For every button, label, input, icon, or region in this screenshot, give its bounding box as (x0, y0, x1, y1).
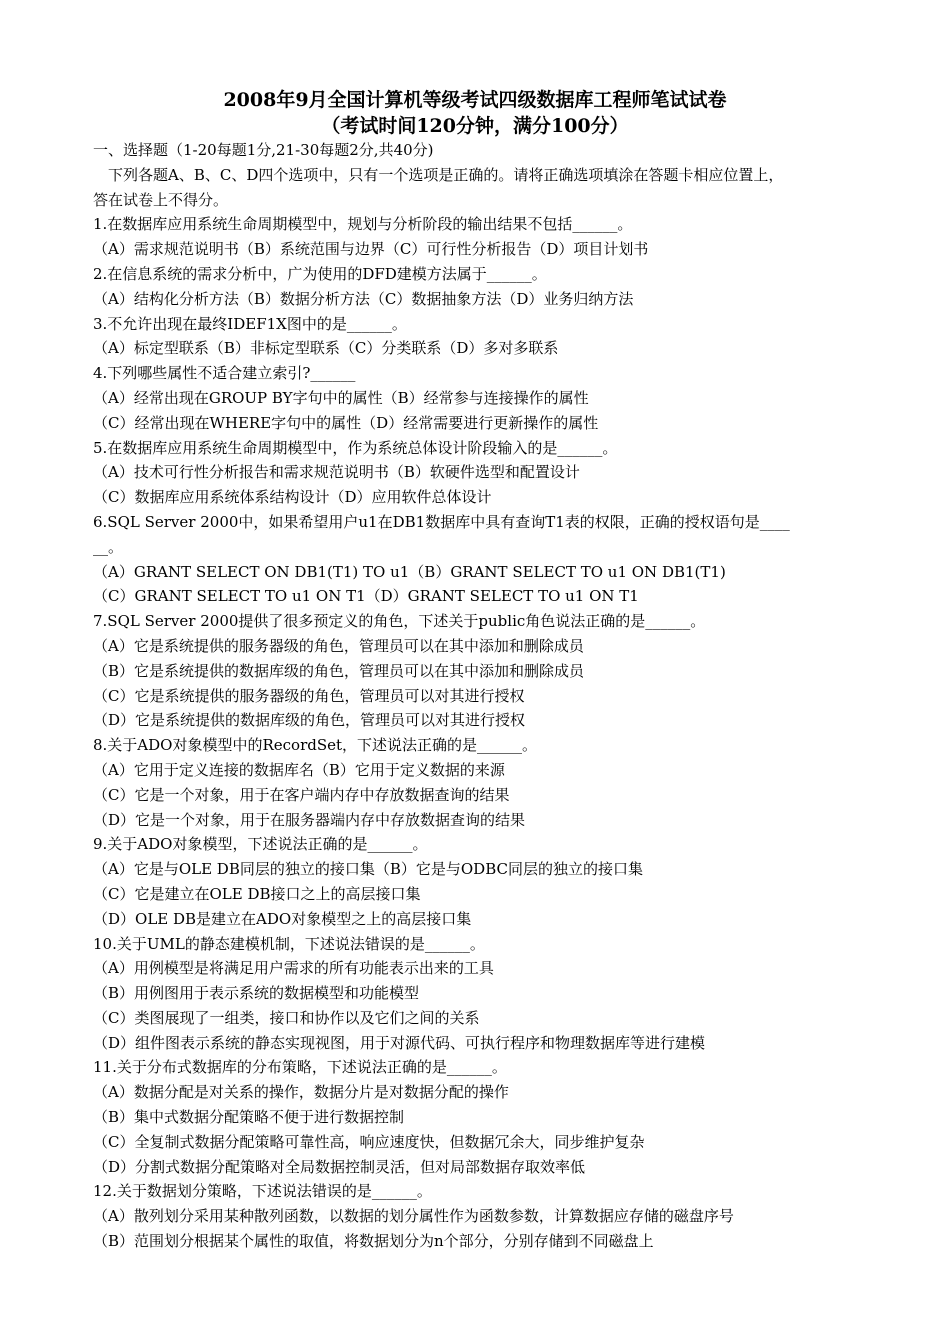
question-7-option-b: （B）它是系统提供的数据库级的角色，管理员可以在其中添加和删除成员 (93, 661, 585, 680)
question-7-option-d: （D）它是系统提供的数据库级的角色，管理员可以对其进行授权 (93, 711, 526, 730)
section-heading: 一、选择题（1-20每题1分,21-30每题2分,共40分) (93, 141, 434, 159)
question-8: 8.关于ADO对象模型中的RecordSet，下述说法正确的是______。 (93, 736, 538, 755)
question-12: 12.关于数据划分策略，下述说法错误的是______。 (93, 1182, 432, 1201)
question-7-option-c: （C）它是系统提供的服务器级的角色，管理员可以对其进行授权 (93, 686, 525, 705)
question-10-option-b: （B）用例图用于表示系统的数据模型和功能模型 (93, 984, 420, 1003)
question-8-option-d: （D）它是一个对象，用于在服务器端内存中存放数据查询的结果 (93, 810, 526, 829)
question-10-option-c: （C）类图展现了一组类，接口和协作以及它们之间的关系 (93, 1008, 480, 1027)
question-11-option-c: （C）全复制式数据分配策略可靠性高，响应速度快，但数据冗余大，同步维护复杂 (93, 1132, 645, 1151)
question-11-option-a: （A）数据分配是对关系的操作，数据分片是对数据分配的操作 (93, 1083, 509, 1102)
question-2: 2.在信息系统的需求分析中，广为使用的DFD建模方法属于______。 (93, 264, 547, 283)
question-4-options-cd: （C）经常出现在WHERE字句中的属性（D）经常需要进行更新操作的属性 (93, 413, 599, 432)
question-1-options: （A）需求规范说明书（B）系统范围与边界（C）可行性分析报告（D）项目计划书 (93, 240, 649, 259)
question-9-options-ab: （A）它是与OLE DB同层的独立的接口集（B）它是与ODBC同层的独立的接口集 (93, 860, 643, 879)
exam-title: 2008年9月全国计算机等级考试四级数据库工程师笔试试卷 (223, 89, 727, 111)
question-8-options-ab: （A）它用于定义连接的数据库名（B）它用于定义数据的来源 (93, 760, 505, 779)
question-7: 7.SQL Server 2000提供了很多预定义的角色，下述关于public角色说法正确的是______。 (93, 612, 706, 631)
question-2-options: （A）结构化分析方法（B）数据分析方法（C）数据抽象方法（D）业务归纳方法 (93, 289, 634, 308)
question-5-options-cd: （C）数据库应用系统体系结构设计（D）应用软件总体设计 (93, 488, 492, 507)
question-3: 3.不允许出现在最终IDEF1X图中的是______。 (93, 314, 407, 333)
question-10-option-d: （D）组件图表示系统的静态实现视图，用于对源代码、可执行程序和物理数据库等进行建模 (93, 1033, 706, 1052)
question-1: 1.在数据库应用系统生命周期模型中，规划与分析阶段的输出结果不包括______。 (93, 215, 633, 234)
question-11: 11.关于分布式数据库的分布策略，下述说法正确的是______。 (93, 1058, 507, 1077)
question-9: 9.关于ADO对象模型，下述说法正确的是______。 (93, 835, 428, 854)
exam-subtitle: （考试时间120分钟，满分100分） (321, 115, 629, 137)
question-6-options-cd: （C）GRANT SELECT TO u1 ON T1（D）GRANT SELECT TO u1 ON T1 (93, 587, 639, 606)
question-4-options-ab: （A）经常出现在GROUP BY字句中的属性（B）经常参与连接操作的属性 (93, 388, 589, 407)
question-7-option-a: （A）它是系统提供的服务器级的角色，管理员可以在其中添加和删除成员 (93, 636, 584, 655)
question-9-option-c: （C）它是建立在OLE DB接口之上的高层接口集 (93, 884, 421, 903)
question-6-options-ab: （A）GRANT SELECT ON DB1(T1) TO u1（B）GRANT SELECT TO u1 ON DB1(T1) (93, 562, 726, 581)
section-instruction-cont: 答在试卷上不得分。 (93, 190, 229, 209)
question-12-option-a: （A）散列划分采用某种散列函数，以数据的划分属性作为函数参数，计算数据应存储的磁盘序号 (93, 1207, 734, 1226)
question-9-option-d: （D）OLE DB是建立在ADO对象模型之上的高层接口集 (93, 909, 472, 928)
question-11-option-d: （D）分割式数据分配策略对全局数据控制灵活，但对局部数据存取效率低 (93, 1157, 586, 1176)
question-6-cont: __。 (93, 537, 124, 556)
section-instruction: 下列各题A、B、C、D四个选项中，只有一个选项是正确的。请将正确选项填涂在答题卡相应位置上， (108, 165, 784, 184)
question-3-options: （A）标定型联系（B）非标定型联系（C）分类联系（D）多对多联系 (93, 339, 559, 358)
question-4: 4.下列哪些属性不适合建立索引?______ (93, 364, 356, 383)
exam-content (93, 138, 873, 1254)
question-6: 6.SQL Server 2000中，如果希望用户u1在DB1数据库中具有查询T1表的权限，正确的授权语句是____ (93, 512, 790, 531)
question-5: 5.在数据库应用系统生命周期模型中，作为系统总体设计阶段输入的是______。 (93, 438, 618, 457)
question-10-option-a: （A）用例模型是将满足用户需求的所有功能表示出来的工具 (93, 959, 494, 978)
question-8-option-c: （C）它是一个对象，用于在客户端内存中存放数据查询的结果 (93, 785, 510, 804)
question-10: 10.关于UML的静态建模机制，下述说法错误的是______。 (93, 934, 485, 953)
question-5-options-ab: （A）技术可行性分析报告和需求规范说明书（B）软硬件选型和配置设计 (93, 463, 580, 482)
question-12-option-b: （B）范围划分根据某个属性的取值，将数据划分为n个部分，分别存储到不同磁盘上 (93, 1232, 654, 1251)
question-11-option-b: （B）集中式数据分配策略不便于进行数据控制 (93, 1108, 405, 1127)
